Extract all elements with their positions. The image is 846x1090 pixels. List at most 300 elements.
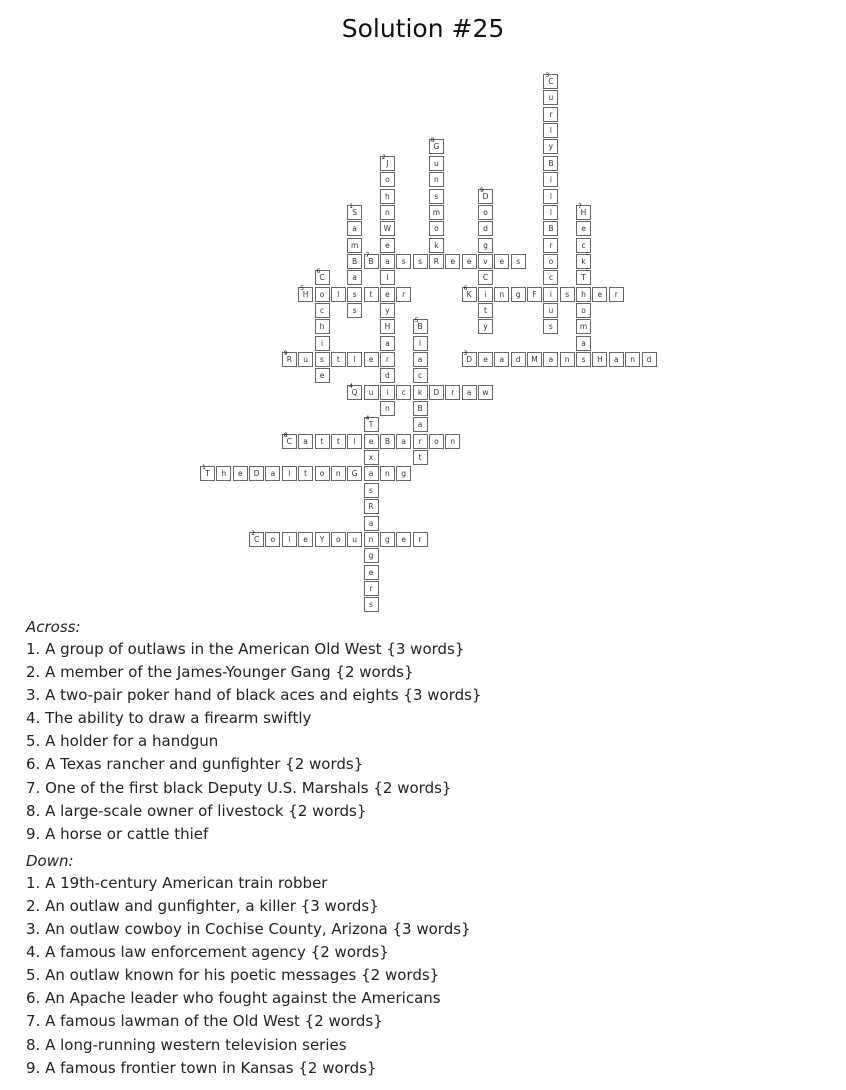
crossword-cell [576,336,591,351]
clue-number: 6 [316,268,321,276]
cell-letter: M [531,355,538,364]
crossword-cell [282,431,297,449]
crossword-cell [380,287,395,302]
cell-letter: e [368,567,374,577]
crossword-cell [543,221,558,236]
crossword-cell [380,221,395,236]
cell-letter: d [385,371,390,381]
crossword-cell [429,221,444,236]
crossword-cell [429,238,444,253]
cell-letter: r [369,583,373,593]
crossword-cell [347,202,362,220]
cell-letter: l [549,126,552,136]
cell-letter: i [549,289,552,299]
cell-letter: n [450,436,456,446]
crossword-cell [364,385,379,400]
clue-number: 1 [349,202,353,210]
clue-number: 7 [365,251,370,259]
down-clue-7: 7. A famous lawman of the Old West {2 words} [26,1012,383,1031]
clue-number: 9 [283,350,288,357]
cell-letter: s [516,256,521,266]
crossword-cell [413,532,428,547]
crossword-cell [396,532,411,547]
crossword-cell [413,336,428,351]
cell-letter: i [484,289,487,299]
crossword-cell [249,466,264,481]
cell-letter: s [401,256,406,266]
cell-letter: c [581,240,586,250]
crossword-cell [494,287,509,302]
cell-letter: s [418,256,423,266]
cell-letter: m [579,322,588,332]
cell-letter: e [303,534,308,544]
crossword-cell [380,189,395,204]
down-heading: Down: [26,851,74,870]
crossword-cell [543,139,558,154]
cell-letter: T [205,469,210,479]
cell-letter: e [466,256,472,266]
cell-letter: h [581,289,586,299]
cell-letter: s [434,191,439,201]
across-clue-8: 8. A large-scale owner of livestock {2 words} [26,801,367,820]
crossword-cell [347,238,362,253]
crossword-cell [543,107,558,122]
cell-letter: s [352,289,357,299]
cell-letter: o [336,534,341,544]
cell-letter: s [581,355,586,364]
crossword-cell [543,156,558,171]
cell-letter: t [484,305,487,315]
cell-letter: a [548,355,554,364]
crossword-cell [543,90,558,105]
cell-letter: s [320,355,324,364]
crossword-cell [315,352,330,367]
cell-letter: o [434,436,439,446]
cell-letter: R [368,502,374,512]
cell-letter: C [286,436,292,446]
crossword-cell [478,221,493,236]
cell-letter: Q [351,387,358,397]
crossword-cell [527,352,542,367]
crossword-cell [462,254,477,269]
crossword-cell [429,139,444,154]
crossword-cell [543,74,558,89]
cell-letter: l [419,338,422,348]
clue-number: 8 [283,431,288,439]
crossword-cell [609,287,624,302]
cell-letter: G [433,142,440,152]
crossword-cell [511,254,526,269]
cell-letter: B [384,436,390,446]
crossword-cell [315,287,330,302]
cell-letter: B [417,322,423,332]
crossword-cell [413,434,428,449]
cell-letter: a [466,387,472,397]
crossword-cell [625,352,640,367]
cell-letter: h [385,191,390,201]
cell-letter: n [385,207,390,217]
crossword-cell [331,434,346,449]
across-clue-4: 4. The ability to draw a firearm swiftly [26,709,312,728]
cell-letter: a [368,469,374,479]
cell-letter: x [368,453,374,463]
cell-letter: y [483,322,488,332]
cell-letter: l [353,355,356,364]
crossword-cell [543,254,558,269]
cell-letter: a [385,338,390,348]
cell-letter: T [368,420,374,430]
crossword-cell [576,352,591,367]
cell-letter: T [581,273,586,283]
crossword-cell [347,287,362,302]
crossword-cell [396,287,411,302]
cell-letter: e [581,224,586,234]
cell-letter: e [385,289,390,299]
cell-letter: c [548,273,553,283]
page-title: Solution #25 [341,14,505,43]
cell-letter: h [221,469,227,479]
crossword-cell [511,352,526,367]
cell-letter: R [433,256,439,266]
crossword-cell [429,156,444,171]
crossword-cell [380,238,395,253]
crossword-cell [380,368,395,383]
across-clue-3: 3. A two-pair poker hand of black aces and eights {3 words} [26,686,482,705]
crossword-cell [380,153,395,171]
cell-letter: n [630,355,635,364]
cell-letter: n [385,404,390,413]
crossword-cell [282,466,297,481]
crossword-cell [478,205,493,220]
crossword-cell [478,287,493,302]
crossword-cell [576,303,591,318]
crossword-cell [364,417,379,432]
crossword-cell [478,270,493,285]
crossword-cell [298,466,313,481]
cell-letter: o [270,534,276,544]
crossword-cell [347,303,362,318]
cell-letter: o [548,256,554,266]
clue-number: 3 [545,72,550,79]
crossword-cell [364,499,379,514]
crossword-cell [380,172,395,187]
clue-number: 1 [202,464,206,472]
crossword-cell [511,287,526,302]
crossword-cell [347,466,362,481]
cell-letter: i [320,338,324,348]
cell-letter: B [352,256,358,266]
crossword-cell [364,450,379,465]
cell-letter: u [434,158,439,168]
crossword-cell [265,466,280,481]
cell-letter: C [482,273,489,283]
crossword-cell [380,319,395,334]
crossword-cell [315,270,330,285]
cell-letter: C [253,534,260,544]
cell-letter: r [418,534,422,544]
cell-letter: D [466,355,472,364]
across-clue-7: 7. One of the first black Deputy U.S. Marshals {2 words} [26,778,452,797]
cell-letter: e [499,256,505,266]
cell-letter: l [288,534,291,544]
cell-letter: g [401,469,407,479]
cell-letter: h [319,322,325,332]
crossword-cell [282,532,297,547]
cell-letter: o [385,175,390,185]
cell-letter: G [351,469,358,479]
cell-letter: r [418,436,422,446]
cell-letter: r [549,240,553,250]
crossword-cell [592,352,607,367]
cell-letter: H [580,207,587,217]
crossword-cell [364,516,379,531]
crossword-cell [592,287,607,302]
crossword-cell [478,303,493,318]
crossword-cell [413,385,428,400]
down-clue-6: 6. An Apache leader who fought against the Americans [26,989,441,1008]
cell-letter: a [368,518,374,528]
clue-section [26,616,826,1080]
cell-letter: H [302,289,309,299]
cell-letter: e [450,256,456,266]
cell-letter: e [368,355,374,364]
crossword-cell [331,466,346,481]
down-clue-1: 1. A 19th-century American train robber [26,873,328,892]
crossword-cell [347,352,362,367]
cell-letter: u [548,305,554,315]
crossword-cell [315,336,330,351]
crossword-cell [249,529,264,547]
crossword-cell [543,287,558,302]
crossword-cell [576,202,591,220]
cell-letter: D [482,191,489,201]
crossword-cell [315,434,330,449]
down-clue-5: 5. An outlaw known for his poetic messages {2 words} [26,966,440,985]
cell-letter: u [368,387,374,397]
crossword-cell [560,352,575,367]
across-clue-9: 9. A horse or cattle thief [26,824,209,843]
crossword-cell [413,254,428,269]
clue-number: 2 [381,153,386,161]
cell-letter: g [385,534,390,544]
crossword-cell [380,434,395,449]
crossword-cell [413,368,428,383]
cell-letter: v [483,256,488,266]
crossword-cell [543,303,558,318]
cell-letter: o [319,289,325,299]
crossword-cell [478,385,493,400]
cell-letter: C [548,77,554,86]
cell-letter: a [581,338,586,348]
crossword-cell [396,385,411,400]
crossword-cell [413,450,428,465]
down-clue-3: 3. An outlaw cowboy in Cochise County, Arizona {3 words} [26,920,471,939]
crossword-cell [560,287,575,302]
cell-letter: n [335,469,341,479]
cell-letter: l [353,436,356,446]
cell-letter: l [549,191,552,201]
cell-letter: n [385,469,390,479]
clue-number: 8 [430,137,435,145]
cell-letter: k [417,387,423,397]
cell-letter: a [303,436,308,446]
clue-number: 6 [463,284,468,292]
cell-letter: u [548,93,554,103]
cell-letter: n [499,289,505,299]
across-heading: Across: [26,618,81,636]
cell-letter: S [352,207,357,217]
cell-letter: r [385,355,389,364]
crossword-cell [380,205,395,220]
cell-letter: s [352,305,357,315]
crossword-cell [478,352,493,367]
crossword-cell [331,352,346,367]
cell-letter: e [401,534,406,544]
down-clue-8: 8. A long-running western television series [26,1035,347,1054]
crossword-cell [347,270,362,285]
crossword-cell [380,385,395,400]
crossword-cell [543,189,558,204]
across-clue-5: 5. A holder for a handgun [26,732,219,751]
cell-letter: t [304,469,308,479]
crossword-cell [396,254,411,269]
crossword-cell [364,548,379,563]
across-clue-1: 1. A group of outlaws in the American Old West {3 words} [26,640,465,658]
cell-letter: s [548,322,553,332]
cell-letter: u [303,355,308,364]
crossword-cell [543,319,558,334]
crossword-cell [233,466,248,481]
crossword-cell [380,401,395,416]
down-clue-2: 2. An outlaw and gunfighter, a killer {3 words} [26,896,379,915]
cell-letter: C [319,273,325,283]
crossword-cell [462,385,477,400]
cell-letter: g [368,551,374,561]
cell-letter: a [385,256,390,266]
cell-letter: B [368,256,374,266]
cell-letter: m [350,240,359,250]
crossword-cell [429,434,444,449]
crossword-cell [413,352,428,367]
cell-letter: t [369,289,373,299]
crossword-cell [396,434,411,449]
cell-letter: k [434,240,439,250]
across-clue-6: 6. A Texas rancher and gunfighter {2 words} [26,755,364,774]
cell-letter: a [352,273,357,283]
crossword-cell [445,254,460,269]
crossword-cell [478,319,493,334]
cell-letter: e [368,436,374,446]
cell-letter: R [286,355,292,364]
cell-letter: d [515,355,521,364]
cell-letter: d [646,355,652,364]
crossword-cell [315,532,330,547]
cell-letter: r [549,109,553,119]
cell-letter: F [532,289,537,299]
cell-letter: t [336,355,340,364]
cell-letter: e [483,355,488,364]
cell-letter: w [482,387,489,397]
cell-letter: s [369,600,373,610]
crossword-cell [429,172,444,187]
cell-letter: n [564,355,570,364]
cell-letter: K [466,289,472,299]
crossword-cell [265,532,280,547]
cell-letter: o [581,305,586,315]
crossword-cell [543,205,558,220]
down-clue-9: 9. A famous frontier town in Kansas {2 words} [26,1058,377,1077]
clue-number: 5 [300,284,304,292]
crossword-cell [364,532,379,547]
cell-letter: i [549,175,552,185]
cell-letter: H [384,322,391,332]
cell-letter: J [386,158,389,168]
cell-letter: l [288,469,291,479]
crossword-cell [543,352,558,367]
cell-letter: o [483,207,488,217]
cell-letter: t [320,436,324,446]
crossword-cell [347,254,362,269]
crossword-cell [216,466,231,481]
cell-letter: e [597,289,603,299]
crossword-cell [396,466,411,481]
cell-letter: e [319,371,325,381]
crossword-cell [494,254,509,269]
crossword-cell [347,221,362,236]
crossword-cell [380,532,395,547]
across-clue-2: 2. A member of the James-Younger Gang {2 words} [26,663,414,682]
cell-letter: e [237,469,243,479]
cell-letter: k [581,256,586,266]
crossword-cell [478,254,493,269]
crossword-cell [494,352,509,367]
crossword-cell [478,186,493,204]
cell-letter: H [597,355,603,364]
cell-letter: g [483,240,488,250]
crossword-cell [576,238,591,253]
crossword-cell [429,205,444,220]
crossword-cell [445,434,460,449]
crossword-cell [576,221,591,236]
crossword-cell [315,466,330,481]
cell-letter: e [385,240,390,250]
crossword-cell [462,284,477,302]
cell-letter: y [548,142,554,152]
crossword-cell [347,382,362,400]
clue-number: 9 [480,186,484,194]
crossword-cell [347,434,362,449]
cell-letter: a [417,355,423,364]
crossword-cell [298,532,313,547]
cell-letter: l [386,273,389,283]
cell-letter: i [386,387,389,397]
cell-letter: B [417,404,423,413]
crossword-cell [543,172,558,187]
cell-letter: B [548,158,554,168]
cell-letter: s [369,485,373,495]
crossword-cell [429,385,444,400]
clue-number: 3 [463,350,468,357]
clue-number: 4 [349,382,353,390]
crossword-cell [315,368,330,383]
cell-letter: W [383,224,392,234]
cell-letter: l [549,207,552,217]
crossword-cell [364,565,379,580]
crossword-cell [364,483,379,498]
crossword-cell [543,238,558,253]
crossword-cell [364,434,379,449]
cell-letter: r [614,289,618,299]
